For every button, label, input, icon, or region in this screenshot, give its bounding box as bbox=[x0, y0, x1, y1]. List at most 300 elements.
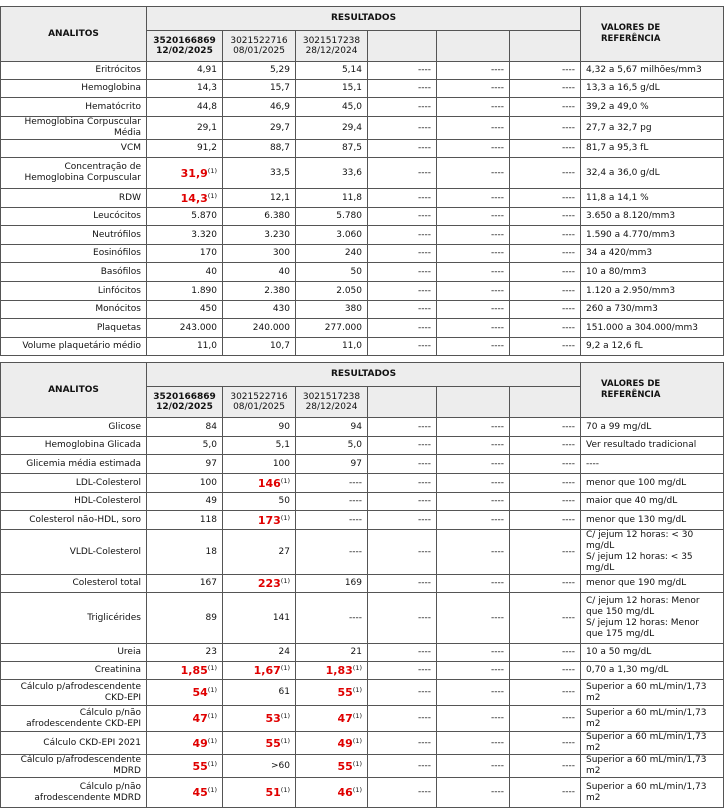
value-text: 3.060 bbox=[336, 229, 362, 240]
table-row bbox=[1, 755, 724, 778]
reference-value: Ver resultado tradicional bbox=[581, 437, 724, 455]
analito-name: HDL-Colesterol bbox=[1, 493, 147, 511]
table-row bbox=[1, 282, 724, 301]
value-text: 23 bbox=[205, 647, 217, 657]
reference-value: Superior a 60 mL/min/1,73 m2 bbox=[581, 706, 724, 732]
empty-result: ---- bbox=[437, 158, 510, 189]
reference-value: menor que 190 mg/dL bbox=[581, 575, 724, 593]
table-row bbox=[1, 189, 724, 208]
result-value bbox=[296, 511, 368, 530]
result-value bbox=[147, 301, 223, 319]
empty-result: ---- bbox=[510, 575, 581, 593]
note-marker: (1) bbox=[352, 736, 362, 745]
empty-result: ---- bbox=[368, 98, 437, 117]
result-value bbox=[223, 706, 296, 732]
empty-result: ---- bbox=[510, 263, 581, 282]
empty-result: ---- bbox=[368, 493, 437, 511]
flagged-value: 146 bbox=[257, 476, 281, 490]
empty-result: ---- bbox=[510, 706, 581, 732]
analito-name: Triglicérides bbox=[1, 593, 147, 644]
result-value bbox=[223, 158, 296, 189]
analito-name: Colesterol não-HDL, soro bbox=[1, 511, 147, 530]
note-marker: (1) bbox=[207, 712, 217, 720]
table-row bbox=[1, 511, 724, 530]
reference-value: ---- bbox=[581, 455, 724, 474]
empty-result: ---- bbox=[368, 245, 437, 263]
analito-name: Glicose bbox=[1, 418, 147, 437]
header-analitos: ANALITOS bbox=[1, 7, 147, 62]
reference-value: 0,70 a 1,30 mg/dL bbox=[581, 662, 724, 680]
empty-result: ---- bbox=[368, 511, 437, 530]
result-value bbox=[223, 282, 296, 301]
note-marker: (1) bbox=[352, 786, 362, 794]
empty-result: ---- bbox=[510, 593, 581, 644]
reference-value: 11,8 a 14,1 % bbox=[581, 189, 724, 208]
analito-name: Eritrócitos bbox=[1, 62, 147, 80]
table-row bbox=[1, 418, 724, 437]
result-value bbox=[147, 62, 223, 80]
result-value bbox=[147, 263, 223, 282]
empty-result: ---- bbox=[368, 474, 437, 493]
empty-result: ---- bbox=[510, 338, 581, 356]
value-text: 10,7 bbox=[269, 341, 290, 351]
empty-result: ---- bbox=[437, 62, 510, 80]
empty-result: ---- bbox=[368, 301, 437, 319]
flagged-value: 49 bbox=[192, 736, 208, 750]
analito-name: Cálculo p/não afrodescendente CKD-EPI bbox=[1, 706, 147, 732]
sample-id: 3021517238 bbox=[302, 36, 361, 46]
result-value bbox=[223, 301, 296, 319]
bioquimica-table bbox=[0, 362, 724, 808]
result-value bbox=[296, 593, 368, 644]
empty-result: ---- bbox=[368, 575, 437, 593]
value-text: 3.320 bbox=[191, 229, 217, 240]
empty-result: ---- bbox=[368, 437, 437, 455]
empty-result: ---- bbox=[368, 680, 437, 706]
empty-result: ---- bbox=[437, 140, 510, 158]
analito-name: Colesterol total bbox=[1, 575, 147, 593]
result-value bbox=[223, 418, 296, 437]
sample-header-empty bbox=[437, 31, 510, 62]
empty-result: ---- bbox=[437, 189, 510, 208]
empty-result: ---- bbox=[510, 208, 581, 226]
empty-result: ---- bbox=[368, 778, 437, 808]
empty-result: ---- bbox=[437, 644, 510, 662]
empty-result: ---- bbox=[437, 418, 510, 437]
table-row bbox=[1, 338, 724, 356]
value-text: 11,0 bbox=[341, 341, 362, 351]
note-marker: (1) bbox=[280, 786, 290, 794]
reference-value: maior que 40 mg/dL bbox=[581, 493, 724, 511]
flagged-value: 55 bbox=[337, 686, 353, 699]
empty-result: ---- bbox=[368, 755, 437, 778]
reference-value: 3.650 a 8.120/mm3 bbox=[581, 208, 724, 226]
analito-name: Hemoglobina Glicada bbox=[1, 437, 147, 455]
result-value bbox=[296, 644, 368, 662]
header-resultados: RESULTADOS bbox=[147, 7, 581, 31]
empty-result: ---- bbox=[368, 418, 437, 437]
value-text: 61 bbox=[278, 687, 290, 697]
reference-value: 1.120 a 2.950/mm3 bbox=[581, 282, 724, 301]
reference-value: C/ jejum 12 horas: < 30 mg/dL S/ jejum 12 horas: < 35 mg/dL bbox=[581, 530, 724, 575]
note-marker: (1) bbox=[280, 577, 290, 585]
empty-result: ---- bbox=[368, 662, 437, 680]
analito-name: Linfócitos bbox=[1, 282, 147, 301]
flagged-value: 46 bbox=[337, 786, 353, 799]
sample-header-empty bbox=[510, 387, 581, 418]
value-text: 5,0 bbox=[347, 440, 362, 450]
flagged-value: 14,3 bbox=[180, 191, 208, 205]
value-text: 97 bbox=[350, 458, 362, 469]
empty-result: ---- bbox=[510, 319, 581, 338]
empty-result: ---- bbox=[368, 62, 437, 80]
empty-result: ---- bbox=[437, 662, 510, 680]
result-value bbox=[223, 263, 296, 282]
hemograma-body bbox=[1, 62, 724, 356]
table-row bbox=[1, 662, 724, 680]
table-row bbox=[1, 208, 724, 226]
table-row bbox=[1, 62, 724, 80]
result-value bbox=[147, 226, 223, 245]
value-text: 450 bbox=[199, 304, 217, 314]
empty-result: ---- bbox=[437, 511, 510, 530]
value-text: 100 bbox=[272, 458, 290, 469]
result-value bbox=[296, 778, 368, 808]
flagged-value: 1,67 bbox=[253, 664, 281, 677]
empty-result: ---- bbox=[510, 140, 581, 158]
value-text: 2.380 bbox=[264, 285, 290, 296]
note-marker: (1) bbox=[280, 476, 290, 485]
flagged-value: 47 bbox=[192, 712, 208, 725]
value-text: 12,1 bbox=[269, 192, 290, 203]
value-text: 5.870 bbox=[191, 211, 217, 221]
empty-result: ---- bbox=[510, 282, 581, 301]
value-text: 3.230 bbox=[264, 229, 290, 240]
value-text: ---- bbox=[349, 496, 362, 506]
analito-name: Ureia bbox=[1, 644, 147, 662]
value-text: 40 bbox=[205, 266, 217, 277]
reference-value: Superior a 60 mL/min/1,73 m2 bbox=[581, 680, 724, 706]
empty-result: ---- bbox=[368, 455, 437, 474]
result-value bbox=[147, 208, 223, 226]
empty-result: ---- bbox=[437, 98, 510, 117]
note-marker: (1) bbox=[207, 686, 217, 694]
result-value bbox=[147, 140, 223, 158]
reference-value: 4,32 a 5,67 milhões/mm3 bbox=[581, 62, 724, 80]
empty-result: ---- bbox=[368, 319, 437, 338]
result-value bbox=[223, 644, 296, 662]
empty-result: ---- bbox=[368, 189, 437, 208]
result-value bbox=[223, 338, 296, 356]
flagged-value: 173 bbox=[257, 513, 281, 527]
sample-header-empty bbox=[368, 387, 437, 418]
value-text: 49 bbox=[205, 496, 217, 506]
reference-value: 151.000 a 304.000/mm3 bbox=[581, 319, 724, 338]
reference-value: 39,2 a 49,0 % bbox=[581, 98, 724, 117]
result-value bbox=[296, 245, 368, 263]
flagged-value: 51 bbox=[265, 786, 281, 799]
value-text: 89 bbox=[205, 612, 217, 623]
value-text: 100 bbox=[199, 477, 217, 488]
empty-result: ---- bbox=[368, 706, 437, 732]
reference-value: menor que 130 mg/dL bbox=[581, 511, 724, 530]
result-value bbox=[147, 245, 223, 263]
empty-result: ---- bbox=[437, 80, 510, 98]
value-text: 11,0 bbox=[196, 341, 217, 351]
table-row bbox=[1, 301, 724, 319]
result-value bbox=[147, 778, 223, 808]
value-text: 5.780 bbox=[336, 211, 362, 221]
result-value bbox=[296, 117, 368, 140]
value-text: 87,5 bbox=[341, 143, 362, 153]
analito-name: Cálculo p/afrodescendente MDRD bbox=[1, 755, 147, 778]
reference-value: menor que 100 mg/dL bbox=[581, 474, 724, 493]
result-value bbox=[223, 778, 296, 808]
value-text: 14,3 bbox=[196, 83, 217, 93]
result-value bbox=[223, 575, 296, 593]
sample-header-empty bbox=[437, 387, 510, 418]
value-text: 29,1 bbox=[196, 122, 217, 133]
value-text: 44,8 bbox=[196, 101, 217, 112]
sample-date: 12/02/2025 bbox=[156, 402, 213, 412]
value-text: 88,7 bbox=[269, 143, 290, 153]
empty-result: ---- bbox=[510, 474, 581, 493]
result-value bbox=[147, 680, 223, 706]
value-text: 5,14 bbox=[341, 65, 362, 75]
note-marker: (1) bbox=[207, 786, 217, 794]
value-text: ---- bbox=[349, 546, 362, 557]
result-value bbox=[296, 575, 368, 593]
analito-name: RDW bbox=[1, 189, 147, 208]
table-row bbox=[1, 732, 724, 755]
result-value bbox=[223, 511, 296, 530]
value-text: 277.000 bbox=[324, 322, 362, 333]
empty-result: ---- bbox=[510, 437, 581, 455]
empty-result: ---- bbox=[368, 117, 437, 140]
empty-result: ---- bbox=[368, 80, 437, 98]
empty-result: ---- bbox=[510, 455, 581, 474]
value-text: 33,5 bbox=[269, 167, 290, 178]
sample-id: 3520166869 bbox=[153, 36, 216, 46]
flagged-value: 55 bbox=[192, 759, 208, 773]
value-text: 97 bbox=[205, 458, 217, 469]
value-text: 40 bbox=[278, 266, 290, 277]
empty-result: ---- bbox=[510, 511, 581, 530]
result-value bbox=[223, 474, 296, 493]
result-value bbox=[223, 493, 296, 511]
analito-name: Glicemia média estimada bbox=[1, 455, 147, 474]
result-value bbox=[147, 755, 223, 778]
result-value bbox=[223, 226, 296, 245]
value-text: 2.050 bbox=[336, 285, 362, 296]
empty-result: ---- bbox=[437, 680, 510, 706]
result-value bbox=[147, 437, 223, 455]
sample-date: 28/12/2024 bbox=[305, 402, 358, 412]
flagged-value: 55 bbox=[265, 736, 281, 750]
empty-result: ---- bbox=[437, 455, 510, 474]
empty-result: ---- bbox=[368, 282, 437, 301]
result-value bbox=[296, 418, 368, 437]
empty-result: ---- bbox=[437, 778, 510, 808]
value-text: 91,2 bbox=[196, 143, 217, 153]
result-value bbox=[147, 418, 223, 437]
result-value bbox=[223, 140, 296, 158]
empty-result: ---- bbox=[510, 62, 581, 80]
result-value bbox=[296, 62, 368, 80]
analito-name: Cálculo p/afrodescendente CKD-EPI bbox=[1, 680, 147, 706]
empty-result: ---- bbox=[510, 158, 581, 189]
result-value bbox=[147, 530, 223, 575]
result-value bbox=[296, 455, 368, 474]
table-row bbox=[1, 158, 724, 189]
flagged-value: 31,9 bbox=[180, 166, 208, 180]
analito-name: Leucócitos bbox=[1, 208, 147, 226]
result-value bbox=[223, 62, 296, 80]
empty-result: ---- bbox=[368, 732, 437, 755]
note-marker: (1) bbox=[280, 664, 290, 672]
value-text: 300 bbox=[272, 248, 290, 258]
hemograma-table bbox=[0, 6, 724, 356]
empty-result: ---- bbox=[437, 732, 510, 755]
value-text: 33,6 bbox=[341, 167, 362, 178]
table-row bbox=[1, 644, 724, 662]
result-value bbox=[223, 319, 296, 338]
table-row bbox=[1, 226, 724, 245]
sample-id: 3520166869 bbox=[153, 392, 216, 402]
result-value bbox=[223, 593, 296, 644]
value-text: 1.890 bbox=[191, 285, 217, 296]
result-value bbox=[223, 208, 296, 226]
analito-name: Basófilos bbox=[1, 263, 147, 282]
result-value bbox=[223, 437, 296, 455]
result-value bbox=[223, 680, 296, 706]
value-text: 90 bbox=[278, 421, 290, 432]
sample-date: 12/02/2025 bbox=[156, 46, 213, 56]
empty-result: ---- bbox=[510, 530, 581, 575]
table-row bbox=[1, 455, 724, 474]
value-text: 169 bbox=[344, 578, 362, 588]
empty-result: ---- bbox=[437, 755, 510, 778]
result-value bbox=[296, 662, 368, 680]
result-value bbox=[296, 263, 368, 282]
flagged-value: 53 bbox=[265, 712, 281, 725]
value-text: 29,4 bbox=[341, 122, 362, 133]
empty-result: ---- bbox=[368, 226, 437, 245]
flagged-value: 55 bbox=[337, 759, 353, 773]
result-value bbox=[296, 338, 368, 356]
value-text: >60 bbox=[271, 760, 290, 771]
analito-name: Concentração de Hemoglobina Corpuscular bbox=[1, 158, 147, 189]
table-row bbox=[1, 593, 724, 644]
table-row bbox=[1, 140, 724, 158]
reference-value: 260 a 730/mm3 bbox=[581, 301, 724, 319]
sample-id: 3021522716 bbox=[230, 392, 288, 402]
value-text: 5,1 bbox=[275, 440, 290, 450]
result-value bbox=[296, 732, 368, 755]
empty-result: ---- bbox=[510, 245, 581, 263]
value-text: 50 bbox=[350, 266, 362, 277]
analito-name: Cálculo CKD-EPI 2021 bbox=[1, 732, 147, 755]
result-value bbox=[296, 680, 368, 706]
empty-result: ---- bbox=[510, 117, 581, 140]
result-value bbox=[223, 732, 296, 755]
table-row bbox=[1, 778, 724, 808]
result-value bbox=[223, 80, 296, 98]
empty-result: ---- bbox=[510, 493, 581, 511]
empty-result: ---- bbox=[437, 437, 510, 455]
analito-name: Hematócrito bbox=[1, 98, 147, 117]
value-text: 430 bbox=[272, 304, 290, 314]
empty-result: ---- bbox=[368, 208, 437, 226]
result-value bbox=[296, 319, 368, 338]
empty-result: ---- bbox=[368, 338, 437, 356]
result-value bbox=[296, 189, 368, 208]
table-row bbox=[1, 245, 724, 263]
empty-result: ---- bbox=[437, 593, 510, 644]
result-value bbox=[147, 662, 223, 680]
sample-header-empty bbox=[510, 31, 581, 62]
result-value bbox=[147, 117, 223, 140]
empty-result: ---- bbox=[368, 263, 437, 282]
value-text: 243.000 bbox=[179, 322, 217, 333]
reference-value: 27,7 a 32,7 pg bbox=[581, 117, 724, 140]
table-row bbox=[1, 437, 724, 455]
empty-result: ---- bbox=[437, 245, 510, 263]
header-valores-referencia: VALORES DE REFERÊNCIA bbox=[581, 363, 724, 418]
result-value bbox=[296, 282, 368, 301]
note-marker: (1) bbox=[280, 513, 290, 522]
result-value bbox=[296, 140, 368, 158]
empty-result: ---- bbox=[437, 493, 510, 511]
value-text: ---- bbox=[349, 514, 362, 525]
value-text: 15,1 bbox=[341, 83, 362, 93]
empty-result: ---- bbox=[510, 226, 581, 245]
analito-name: Creatinina bbox=[1, 662, 147, 680]
result-value bbox=[223, 98, 296, 117]
sample-header-3 bbox=[296, 387, 368, 418]
value-text: 6.380 bbox=[264, 211, 290, 221]
result-value bbox=[296, 98, 368, 117]
result-value bbox=[147, 189, 223, 208]
value-text: 141 bbox=[272, 612, 290, 623]
result-value bbox=[223, 530, 296, 575]
result-value bbox=[147, 80, 223, 98]
empty-result: ---- bbox=[510, 644, 581, 662]
empty-result: ---- bbox=[510, 662, 581, 680]
empty-result: ---- bbox=[368, 593, 437, 644]
analito-name: Hemoglobina Corpuscular Média bbox=[1, 117, 147, 140]
result-value bbox=[147, 474, 223, 493]
value-text: 4,91 bbox=[196, 65, 217, 75]
result-value bbox=[147, 644, 223, 662]
reference-value: 9,2 a 12,6 fL bbox=[581, 338, 724, 356]
table-row bbox=[1, 319, 724, 338]
empty-result: ---- bbox=[510, 680, 581, 706]
result-value bbox=[223, 455, 296, 474]
table-row bbox=[1, 530, 724, 575]
table-row bbox=[1, 706, 724, 732]
result-value bbox=[296, 208, 368, 226]
result-value bbox=[223, 117, 296, 140]
reference-value: Superior a 60 mL/min/1,73 m2 bbox=[581, 732, 724, 755]
result-value bbox=[147, 98, 223, 117]
result-value bbox=[296, 706, 368, 732]
value-text: 21 bbox=[350, 647, 362, 657]
empty-result: ---- bbox=[368, 140, 437, 158]
result-value bbox=[296, 158, 368, 189]
flagged-value: 49 bbox=[337, 736, 353, 750]
analito-name: Hemoglobina bbox=[1, 80, 147, 98]
